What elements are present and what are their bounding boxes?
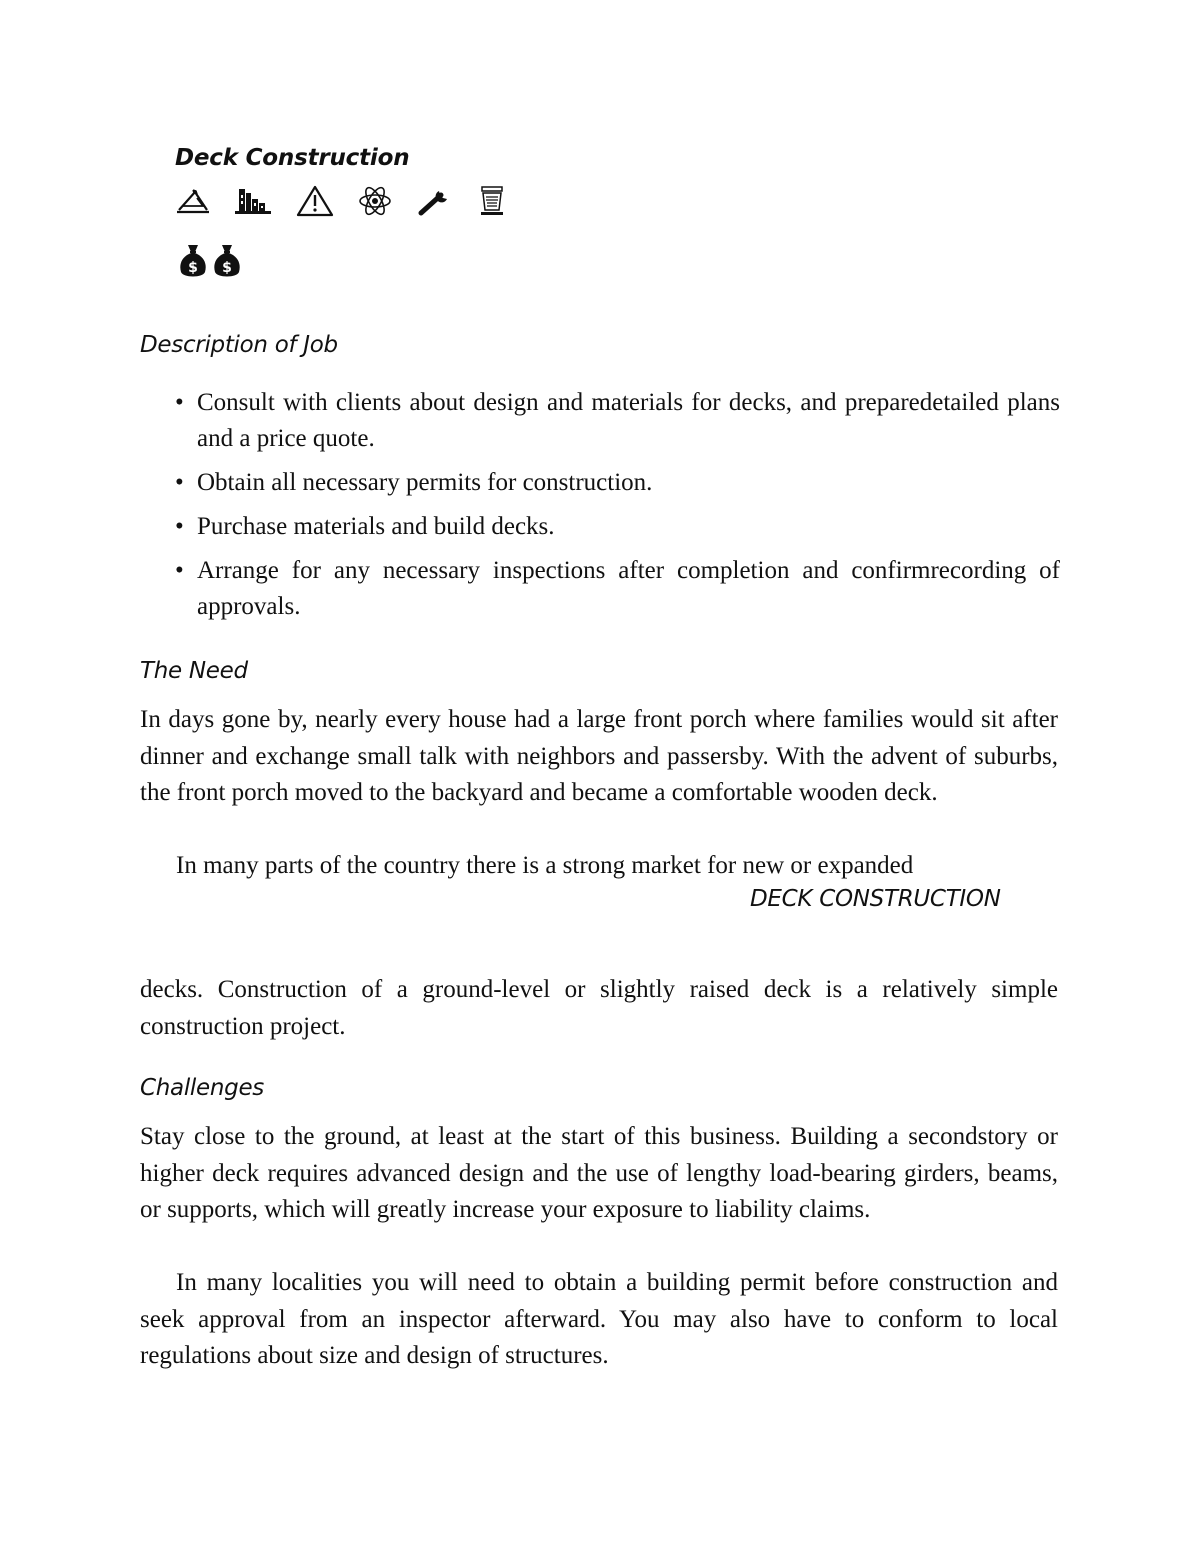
- list-item-text: Consult with clients about design and materials for decks, and preparedetailed plans and a price quote.: [197, 389, 1060, 452]
- document-title: Deck Construction: [175, 145, 410, 171]
- list-item-text: Purchase materials and build decks.: [197, 513, 555, 540]
- list-item: [175, 553, 1060, 625]
- bullet-glyph: •: [175, 469, 184, 496]
- money-bag-icon: [177, 243, 209, 286]
- list-item-text: Arrange for any necessary inspections after completion and confirmrecording of approvals.: [197, 557, 1060, 620]
- atom-icon: [357, 185, 393, 217]
- need-paragraph-2-continued: decks. Construction of a ground-level or slightly raised deck is a relatively simple construction project.: [140, 976, 1058, 1040]
- job-description-list: [175, 385, 1060, 633]
- need-paragraph-2-start: In many parts of the country there is a strong market for new or expanded: [176, 852, 914, 879]
- challenges-heading: Challenges: [140, 1075, 264, 1101]
- money-bag-icon: [211, 243, 243, 286]
- list-item-text: Obtain all necessary permits for construction.: [197, 469, 653, 496]
- wrench-icon: [415, 185, 455, 217]
- bullet-glyph: •: [175, 557, 184, 584]
- description-heading: Description of Job: [140, 332, 338, 358]
- challenges-paragraph-2: In many localities you will need to obtain a building permit before construction and seek approval from an inspector afterward. You may also have to conform to local regulations about size and design of structures.: [140, 1269, 1058, 1369]
- challenges-paragraph-1: Stay close to the ground, at least at the start of this business. Building a secondstory or higher deck requires advanced design and the use of lengthy load-bearing girders, beams, or supports, which will greatly increase your exposure to liability claims.: [140, 1123, 1058, 1223]
- list-item: [175, 385, 1060, 457]
- list-item: [175, 509, 1060, 545]
- need-paragraph-1: In days gone by, nearly every house had a large front porch where families would sit after dinner and exchange small talk with neighbors and passersby. With the advent of suburbs, the front porch moved to the backyard and became a comfortable wooden deck.: [140, 706, 1058, 806]
- drafting-tools-icon: [175, 186, 211, 216]
- warning-triangle-icon: [295, 184, 335, 218]
- bullet-glyph: •: [175, 389, 184, 416]
- cost-rating: [177, 243, 243, 286]
- icon-row: [175, 183, 507, 219]
- factory-icon: [233, 185, 273, 217]
- svg-text:$: $: [188, 260, 198, 276]
- list-item: [175, 465, 1060, 501]
- svg-text:$: $: [222, 260, 232, 276]
- bullet-glyph: •: [175, 513, 184, 540]
- running-head: DECK CONSTRUCTION: [750, 886, 1001, 912]
- need-heading: The Need: [140, 658, 248, 684]
- document-stack-icon: [477, 184, 507, 218]
